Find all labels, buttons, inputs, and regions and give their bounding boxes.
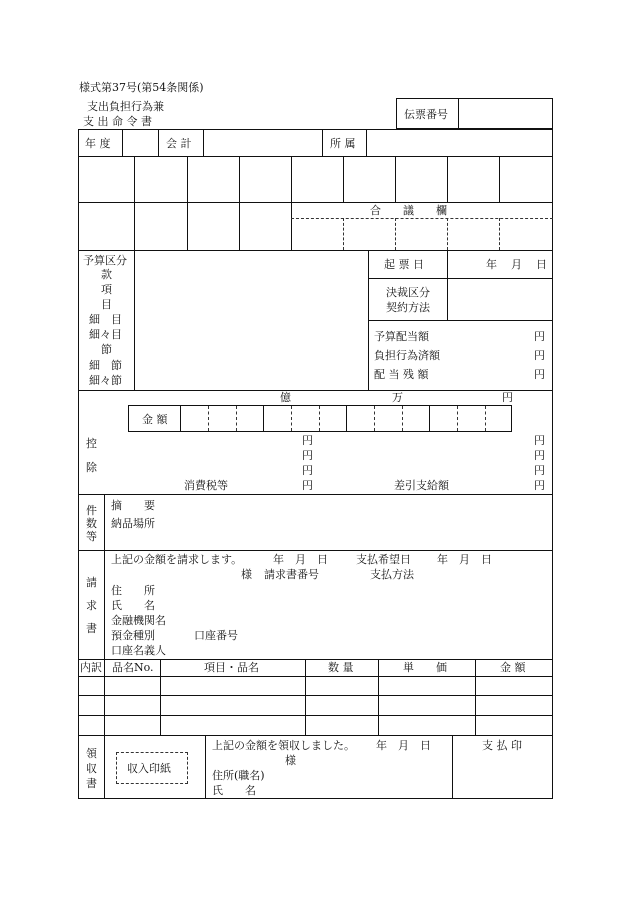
budget-label-8: 細々節 bbox=[89, 374, 122, 387]
account-no-label: 口座番号 bbox=[194, 629, 238, 642]
receipt-address: 住所(職名) bbox=[212, 769, 265, 782]
ded-yen-1: 円 bbox=[302, 434, 313, 447]
net-label: 差引支給額 bbox=[394, 479, 449, 492]
right-yen-3: 円 bbox=[534, 464, 545, 477]
invoice-side-2: 求 bbox=[86, 599, 97, 612]
budget-label-3: 目 bbox=[101, 298, 112, 311]
invoice-statement: 上記の金額を請求します。 bbox=[111, 553, 243, 566]
ded-yen-3: 円 bbox=[302, 464, 313, 477]
budget-label-6: 節 bbox=[101, 343, 112, 356]
receipt-name: 氏 名 bbox=[212, 784, 256, 797]
right-yen-2: 円 bbox=[534, 449, 545, 462]
consultation-label: 合 議 欄 bbox=[370, 204, 447, 217]
items-header-3: 数 量 bbox=[328, 661, 354, 674]
form-number: 様式第37号(第54条関係) bbox=[79, 81, 204, 94]
holder-label: 口座名義人 bbox=[111, 644, 166, 657]
deduction-label-1: 控 bbox=[86, 437, 97, 450]
budget-label-5: 細々目 bbox=[89, 328, 122, 341]
pay-method-label: 支払方法 bbox=[370, 568, 414, 581]
right-yen-1: 円 bbox=[534, 434, 545, 447]
bank-label: 金融機関名 bbox=[111, 614, 166, 627]
items-header-4: 単 価 bbox=[403, 661, 447, 674]
voucher-label: 伝票番号 bbox=[404, 108, 448, 121]
receipt-side-2: 収 bbox=[86, 762, 97, 775]
invoice-side-1: 請 bbox=[86, 576, 97, 589]
tax-yen: 円 bbox=[302, 479, 313, 492]
account-label: 会 計 bbox=[166, 137, 192, 150]
draft-month: 月 bbox=[511, 258, 522, 271]
invoice-date: 年 月 日 bbox=[273, 553, 328, 566]
pay-date-label: 支払希望日 bbox=[356, 553, 411, 566]
title-line2: 支 出 命 令 書 bbox=[83, 115, 152, 128]
contract-label: 契約方法 bbox=[386, 301, 430, 314]
items-header-5: 金 額 bbox=[500, 661, 526, 674]
pay-date-value: 年 月 日 bbox=[437, 553, 492, 566]
invoice-side-3: 書 bbox=[86, 622, 97, 635]
unit-man: 万 bbox=[392, 391, 403, 404]
committed-label: 負担行為済額 bbox=[374, 349, 440, 362]
summary-label: 摘 要 bbox=[111, 499, 155, 512]
year-label: 年 度 bbox=[85, 137, 111, 150]
form-frame bbox=[78, 129, 553, 799]
deduction-label-2: 除 bbox=[86, 461, 97, 474]
matter-side-2: 数 bbox=[86, 517, 97, 530]
committed-yen: 円 bbox=[534, 349, 545, 362]
receipt-side-3: 書 bbox=[86, 777, 97, 790]
draft-date-label: 起 票 日 bbox=[384, 258, 424, 271]
delivery-label: 納品場所 bbox=[111, 517, 155, 530]
unit-oku: 億 bbox=[280, 391, 291, 404]
draft-year: 年 bbox=[486, 258, 497, 271]
deposit-label: 預金種別 bbox=[111, 629, 155, 642]
receipt-date: 年 月 日 bbox=[376, 739, 431, 752]
tax-label: 消費税等 bbox=[184, 479, 228, 492]
allocated-yen: 円 bbox=[534, 330, 545, 343]
pay-seal-label: 支 払 印 bbox=[482, 739, 522, 752]
draft-day: 日 bbox=[536, 258, 547, 271]
amount-label: 金 額 bbox=[142, 413, 168, 426]
matter-side-3: 等 bbox=[86, 530, 97, 543]
office-label: 所 属 bbox=[330, 137, 356, 150]
receipt-side-1: 領 bbox=[86, 747, 97, 760]
budget-label-2: 項 bbox=[101, 283, 112, 296]
items-header-0: 内訳 bbox=[80, 661, 102, 674]
ded-yen-2: 円 bbox=[302, 449, 313, 462]
title-line1: 支出負担行為兼 bbox=[87, 100, 164, 113]
balance-yen: 円 bbox=[534, 368, 545, 381]
budget-label-1: 款 bbox=[101, 268, 112, 281]
invoice-sama: 様 bbox=[241, 568, 252, 581]
items-header-1: 品名No. bbox=[112, 661, 154, 674]
invoice-no-label: 請求書番号 bbox=[264, 568, 319, 581]
decision-label: 決裁区分 bbox=[386, 286, 430, 299]
budget-label-4: 細 目 bbox=[89, 313, 122, 326]
amount-box bbox=[128, 405, 512, 432]
receipt-statement: 上記の金額を領収しました。 bbox=[212, 739, 355, 752]
name-label: 氏 名 bbox=[111, 599, 155, 612]
matter-side-1: 件 bbox=[86, 504, 97, 517]
balance-label: 配 当 残 額 bbox=[374, 368, 429, 381]
receipt-sama: 様 bbox=[285, 754, 296, 767]
budget-label-7: 細 節 bbox=[89, 359, 122, 372]
allocated-label: 予算配当額 bbox=[374, 330, 429, 343]
budget-label-0: 予算区分 bbox=[83, 254, 127, 267]
net-yen: 円 bbox=[534, 479, 545, 492]
revenue-stamp-label: 収入印紙 bbox=[127, 762, 171, 775]
address-label: 住 所 bbox=[111, 584, 155, 597]
unit-yen: 円 bbox=[502, 391, 513, 404]
items-header-2: 項目・品名 bbox=[204, 661, 259, 674]
